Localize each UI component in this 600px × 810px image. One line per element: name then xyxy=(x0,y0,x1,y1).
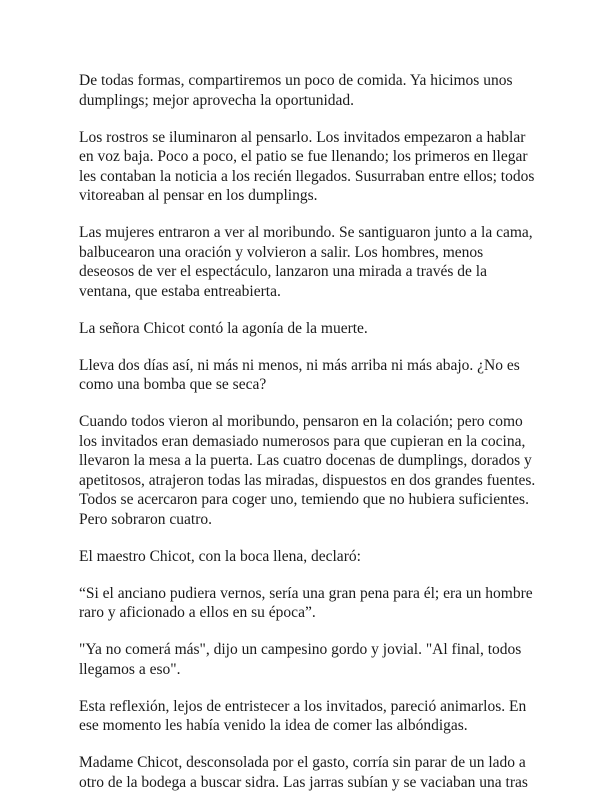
paragraph: Esta reflexión, lejos de entristecer a los invitados, pareció animarlos. En ese momento les había venido la idea de comer las albóndigas. xyxy=(79,697,527,734)
paragraph: La señora Chicot contó la agonía de la muerte. xyxy=(79,319,368,337)
body-text xyxy=(79,71,539,810)
paragraph: Cuando todos vieron al moribundo, pensaron en la colación; pero como los invitados eran demasiado numerosos para que cupieran en la cocina, llevaron la mesa a la puerta. Las cuatro docenas de dumplings, dorados y apetitosos, atrajeron todas las miradas, dispuestos en dos grandes fuentes. Todos se acercaron para coger uno, temiendo que no hubiera suficientes. Pero sobraron cuatro. xyxy=(79,413,536,528)
paragraph: “Si el anciano pudiera vernos, sería una gran pena para él; era un hombre raro y aficionado a ellos en su época”. xyxy=(79,584,533,621)
paragraph: De todas formas, compartiremos un poco de comida. Ya hicimos unos dumplings; mejor aprovecha la oportunidad. xyxy=(79,72,513,109)
paragraph: Lleva dos días así, ni más ni menos, ni más arriba ni más abajo. ¿No es como una bomba que se seca? xyxy=(79,356,520,393)
paragraph: Los rostros se iluminaron al pensarlo. Los invitados empezaron a hablar en voz baja. Poco a poco, el patio se fue llenando; los primeros en llegar les contaban la noticia a los recién llegados. Susurraban entre ellos; todos vitoreaban al pensar en los dumplings. xyxy=(79,128,535,204)
paragraph: El maestro Chicot, con la boca llena, declaró: xyxy=(79,547,361,565)
paragraph: Las mujeres entraron a ver al moribundo. Se santiguaron junto a la cama, balbucearon una oración y volvieron a salir. Los hombres, menos deseosos de ver el espectáculo, lanzaron una mirada a través de la ventana, que estaba entreabierta. xyxy=(79,224,533,300)
paragraph: Madame Chicot, desconsolada por el gasto, corría sin parar de un lado a otro de la bodega a buscar sidra. Las jarras subían y se vaciaban una tras xyxy=(79,754,528,791)
paragraph: "Ya no comerá más", dijo un campesino gordo y jovial. "Al final, todos llegamos a eso". xyxy=(79,641,522,678)
